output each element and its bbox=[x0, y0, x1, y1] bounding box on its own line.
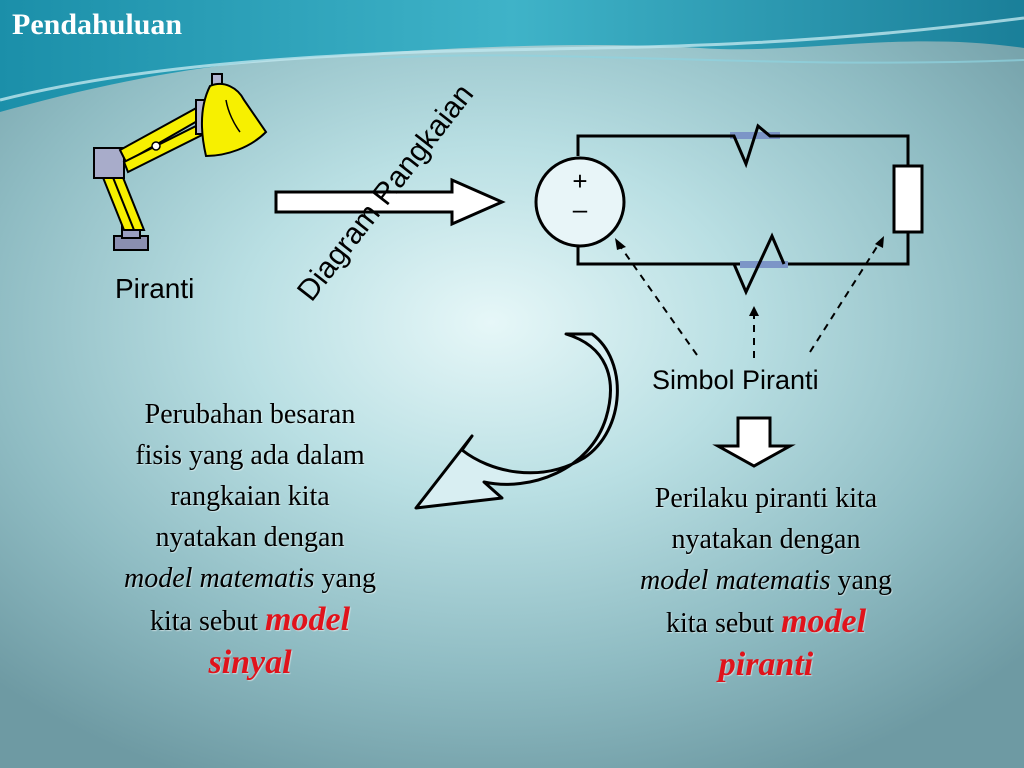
down-arrow bbox=[718, 418, 790, 466]
text-span: kita sebut bbox=[149, 606, 266, 637]
lamp-icon bbox=[94, 74, 266, 250]
text-line: nyatakan dengan bbox=[671, 524, 861, 555]
symbol-pointers bbox=[620, 242, 880, 358]
text-line bbox=[588, 601, 944, 644]
slide-title: Pendahuluan bbox=[12, 8, 183, 41]
source-minus-sign: – bbox=[572, 194, 588, 224]
text-line bbox=[76, 599, 424, 642]
emphasis-text: sinyal bbox=[208, 644, 292, 681]
italic-term: model matematis bbox=[124, 563, 315, 594]
text-line: Perubahan besaran bbox=[144, 399, 356, 430]
device-label: Piranti bbox=[115, 273, 195, 304]
text-line: rangkaian kita bbox=[170, 481, 330, 512]
emphasis-text: model bbox=[265, 601, 351, 638]
text-span: yang bbox=[830, 565, 892, 596]
text-span: kita sebut bbox=[665, 608, 782, 639]
text-line: fisis yang ada dalam bbox=[135, 440, 365, 471]
header-wave-2 bbox=[380, 55, 1024, 62]
text-line: nyatakan dengan bbox=[155, 522, 345, 553]
text-line: Perilaku piranti kita bbox=[654, 483, 878, 514]
circuit-diagram-label: Diagram Rangkaian bbox=[290, 78, 481, 308]
circuit-diagram bbox=[578, 126, 922, 292]
signal-model-text bbox=[76, 394, 424, 685]
text-line bbox=[76, 558, 424, 599]
text-line bbox=[588, 560, 944, 601]
emphasis-text: model bbox=[781, 603, 867, 640]
emphasis-text: piranti bbox=[718, 646, 814, 683]
pointer-arrowheads bbox=[615, 236, 884, 316]
text-line bbox=[76, 642, 424, 685]
italic-term: model matematis bbox=[640, 565, 831, 596]
text-span: yang bbox=[314, 563, 376, 594]
text-line bbox=[588, 644, 944, 687]
device-symbol-label: Simbol Piranti bbox=[652, 365, 819, 395]
device-model-text bbox=[588, 478, 944, 687]
source-plus-sign: + bbox=[572, 166, 588, 196]
